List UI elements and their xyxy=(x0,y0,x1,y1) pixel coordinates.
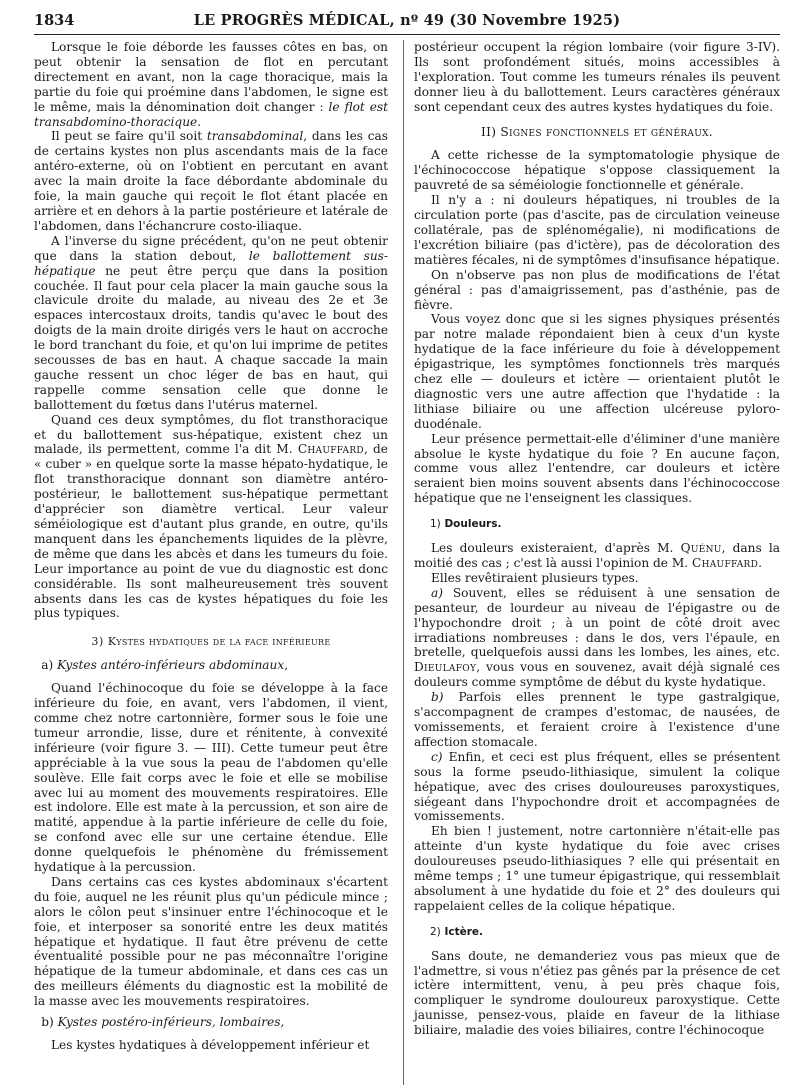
section-heading: 3) Kystes hydatiques de la face inférieure xyxy=(91,635,331,649)
subsection-heading: 1) Douleurs. xyxy=(430,518,502,531)
paragraph: Quand l'échinocoque du foie se développe à la face inférieure du foie, en avant, vers l'abdomen, il vient, comme chez notre cartonnière, former sous le foie une tumeur arrondie, lisse, dure et rénitente, à convexité inférieure (voir figure 3. — III). Cette tumeur peut être appréciable à la vue sous la peau de l'abdomen qu'elle soulève. Elle fait corps avec le foie et elle se mobilise avec lui au moment des mouvements respiratoires. Elle est indolore. Elle est mate à la percussion, et son aire de matité, appendue à la partie inférieure de celle du foie, se confond avec elle sur une certaine étendue. Elle donne quelquefois le phénomène du frémissement hydatique à la percussion. xyxy=(34,681,388,875)
paragraph: b) Parfois elles prennent le type gastralgique, s'accompagnent de crampes d'estomac, de nausées, de vomissements, et feraient croire à l'existence d'une affection stomacale. xyxy=(414,690,780,749)
paragraph: postérieur occupent la région lombaire (voir figure 3-IV). Ils sont profondément situés, moins accessibles à l'exploration. Tout comme les tumeurs rénales ils peuvent donner lieu à du ballottement. Leurs caractères généraux sont cependant ceux des autres kystes hydatiques du foie. xyxy=(414,40,780,114)
paragraph: Les douleurs existeraient, d'après M. Quénu, dans la moitié des cas ; c'est là aussi l'opinion de M. Chauffard. xyxy=(414,541,780,570)
page-number: 1834 xyxy=(34,12,75,29)
author-name: Dieulafoy xyxy=(414,660,477,675)
paragraph: Vous voyez donc que si les signes physiques présentés par notre malade répondaient bien à ceux d'un kyste hydatique de la face inférieure du foie à développement épigastrique, les symptômes fonctionnels très marqués chez elle — douleurs et ictère — orientaient plutôt le diagnostic vers une autre affection que l'hydatide : la lithiase biliaire ou une affection ulcéreuse pyloro-duodénale. xyxy=(414,312,780,431)
paragraph: Il n'y a : ni douleurs hépatiques, ni troubles de la circulation porte (pas d'ascite, pas de circulation veineuse collatérale, pas de splénomégalie), ni modifications de l'excrétion biliaire (pas d'ictère), pas de décoloration des matières fécales, ni de symptômes d'insufisance hépatique. xyxy=(414,193,780,267)
paragraph: Les kystes hydatiques à développement inférieur et xyxy=(51,1038,370,1052)
journal-title: LE PROGRÈS MÉDICAL, nº 49 (30 Novembre 1925) xyxy=(193,12,621,29)
column-divider xyxy=(403,40,404,1085)
running-header xyxy=(34,8,780,34)
author-name: Chauffard xyxy=(297,442,364,457)
paragraph: a) Souvent, elles se réduisent à une sensation de pesanteur, de lourdeur au niveau de l'épigastre ou de l'hypochondre droit ; à un point de côté droit avec irradiations nombreuses : dans le dos, vers l'épaule, en bretelle, quelquefois aussi dans les lombes, les aines, etc. Dieulafoy, vous vous en souvenez, avait déjà signalé ces douleurs comme symptôme de début du kyste hydatique. xyxy=(414,585,780,690)
paragraph: Lorsque le foie déborde les fausses côtes en bas, on peut obtenir la sensation de flot en percutant directement en avant, non la cage thoracique, mais la partie du foie qui proémine dans l'abdomen, le signe est le même, mais la dénomination doit changer : le flot est transabdomino-thoracique. xyxy=(34,40,388,129)
paragraph: c) Enfin, et ceci est plus fréquent, elles se présentent sous la forme pseudo-lithiasique, simulent la colique hépatique, avec des crises douloureuses paroxystiques, siégeant dans l'hypochondre droit et accompagnées de vomissements. xyxy=(414,749,780,824)
subsection-heading: b) Kystes postéro-inférieurs, lombaires, xyxy=(41,1015,285,1030)
paragraph: Eh bien ! justement, notre cartonnière n'était-elle pas atteinte d'un kyste hydatique du foie avec crises douloureuses pseudo-lithiasiques ? elle qui présentait en même temps ; 1° une tumeur épigastrique, qui ressemblait absolument à une hydatide du foie et 2° des douleurs qui rappelaient celles de la colique hépatique. xyxy=(414,824,780,913)
paragraph: Elles revêtiraient plusieurs types. xyxy=(431,570,639,585)
paragraph: A l'inverse du signe précédent, qu'on ne peut obtenir que dans la station debout, le ballottement sus-hépatique ne peut être perçu que dans la position couchée. Il faut pour cela placer la main gauche sous la clavicule droite du malade, au niveau des 2e et 3e espaces intercostaux droits, tandis qu'avec le bout des doigts de la main droite dirigés vers le haut on accroche le bord tranchant du foie, et qu'on lui imprime de petites secousses de bas en haut. A chaque saccade la main gauche ressent un choc léger de bas en haut, qui rappelle comme sensation celle que donne le ballottement du fœtus dans l'utérus maternel. xyxy=(34,233,388,412)
paragraph: Sans doute, ne demanderiez vous pas mieux que de l'admettre, si vous n'étiez pas gênés par la présence de cet ictère intermittent, venu, à peu près chaque fois, compliquer le syndrome douloureux paroxystique. Cette jaunisse, pensez-vous, plaide en faveur de la lithiase biliaire, maladie des voies biliaires, contre l'échinocoque xyxy=(414,948,780,1038)
author-name: Quénu xyxy=(680,541,722,556)
subsection-heading: a) Kystes antéro-inférieurs abdominaux, xyxy=(41,658,289,673)
paragraph: Quand ces deux symptômes, du flot transthoracique et du ballottement sus-hépatique, existent chez un malade, ils permettent, comme l'a dit M. Chauffard, de « cuber » en quelque sorte la masse hépato-hydatique, le flot transthoracique donnant son diamètre antéro-postérieur, le ballottement sus-hépatique permettant d'apprécier son diamètre vertical. Leur valeur séméiologique est d'autant plus grande, en outre, qu'ils manquent dans les épanchements liquides de la plèvre, de même que dans les abcès et dans les tumeurs du foie. Leur importance au point de vue du diagnostic est donc considérable. Ils sont malheureusement très souvent absents dans les cas de kystes hépatiques du foie les plus typiques. xyxy=(34,412,388,621)
right-column xyxy=(414,40,780,1038)
left-column xyxy=(34,40,388,1053)
paragraph: A cette richesse de la symptomatologie physique de l'échinococcose hépatique s'oppose classiquement la pauvreté de sa séméiologie fonctionnelle et générale. xyxy=(414,148,780,193)
paragraph: On n'observe pas non plus de modifications de l'état général : pas d'amaigrissement, pas d'asthénie, pas de fièvre. xyxy=(414,267,780,312)
paragraph: Il peut se faire qu'il soit transabdominal, dans les cas de certains kystes non plus ascendants mais de la face antéro-externe, où on l'obtient en percutant en avant avec la main droite la face débordante abdominale du foie, la main gauche qui reçoit le flot étant placée en arrière et en dehors à la partie postérieure et latérale de l'abdomen, dans l'échancrure costo-iliaque. xyxy=(34,129,388,233)
header-rule xyxy=(34,34,780,35)
subsection-heading: 2) Ictère. xyxy=(430,925,483,938)
section-heading: II) Signes fonctionnels et généraux. xyxy=(481,124,713,139)
paragraph: Dans certains cas ces kystes abdominaux s'écartent du foie, auquel ne les réunit plus qu'un pédicule mince ; alors le côlon peut s'insinuer entre l'échinocoque et le foie, et interposer sa sonorité entre les deux matités hépatique et hydatique. Il faut être prévenu de cette éventualité possible pour ne pas méconnaître l'origine hépatique de la tumeur abdominale, et dans ces cas un des meilleurs éléments du diagnostic est la mobilité de la masse avec les mouvements respiratoires. xyxy=(34,874,388,1009)
author-name: Chauffard xyxy=(692,556,759,570)
paragraph: Leur présence permettait-elle d'éliminer d'une manière absolue le kyste hydatique du foie ? En aucune façon, comme vous allez l'entendre, car douleurs et ictère seraient bien moins souvent absents dans l'échinococcose hépatique que ne l'enseignent les classiques. xyxy=(414,431,780,506)
